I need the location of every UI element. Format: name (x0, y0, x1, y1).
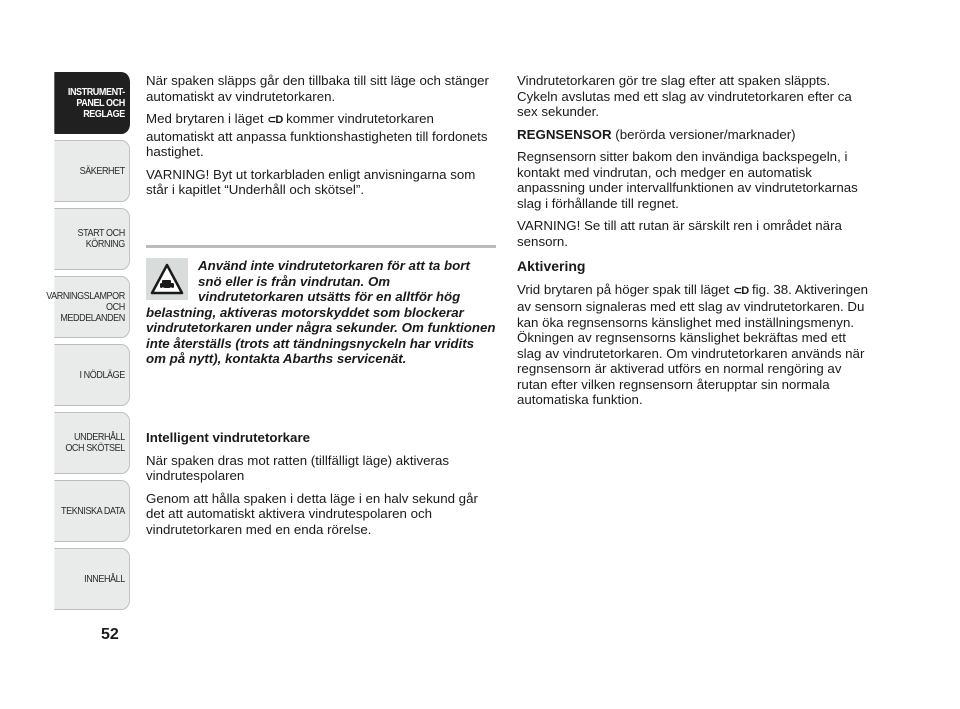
paragraph: Med brytaren i läget ⊂D kommer vindrutetorkaren automatiskt att anpassa funktionshastigheten till fordonets hastighet. (146, 111, 488, 159)
paragraph: REGNSENSOR (berörda versioner/marknader) (517, 126, 796, 142)
warning-divider (146, 245, 496, 248)
paragraph: Vindrutetorkaren gör tre slag efter att spaken släppts. Cykeln avslutas med ett slag av vindrutetorkaren efter ca sex sekunder. (517, 73, 852, 119)
warning-triangle-icon (146, 258, 188, 300)
tab-innehall[interactable]: INNEHÅLL (54, 548, 130, 610)
tab-varningslampor[interactable]: VARNINGSLAMPOR OCH MEDDELANDEN (54, 276, 130, 338)
intermittent-wiper-symbol: ⊂D (733, 284, 749, 297)
intermittent-wiper-symbol: ⊂D (267, 114, 283, 126)
tab-i-nodlage[interactable]: I NÖDLÄGE (54, 344, 130, 406)
tab-underhall[interactable]: UNDERHÅLL OCH SKÖTSEL (54, 412, 130, 474)
paragraph: VARNING! Byt ut torkarbladen enligt anvisningarna som står i kapitlet “Underhåll och skötsel”. (146, 166, 476, 197)
paragraph: Regnsensorn sitter bakom den invändiga backspegeln, i kontakt med vindrutan, och medger en automatisk anpassning under intervallfunktionen av vindrutetorkarnas slag i förhållande till regnet. (517, 149, 858, 211)
activation-heading: Aktivering (517, 258, 586, 274)
tab-instrumentpanel[interactable]: INSTRUMENT- PANEL OCH REGLAGE (54, 72, 130, 134)
rain-sensor-heading: REGNSENSOR (517, 126, 612, 142)
paragraph: När spaken släpps går den tillbaka till sitt läge och stänger automatiskt av vindrutetorkaren. (146, 73, 489, 104)
tab-tekniska-data[interactable]: TEKNISKA DATA (54, 480, 130, 542)
tab-sakerhet[interactable]: SÄKERHET (54, 140, 130, 202)
paragraph: Genom att hålla spaken i detta läge i en halv sekund går det att automatiskt aktivera vindrutespolaren och vindrutetorkaren med en enda rörelse. (146, 490, 478, 537)
paragraph: När spaken dras mot ratten (tillfälligt läge) aktiveras vindrutespolaren (146, 452, 449, 483)
warning-box (146, 258, 496, 367)
left-column-lower (146, 430, 498, 544)
section-heading: Intelligent vindrutetorkare (146, 430, 311, 445)
paragraph: Vrid brytaren på höger spak till läget ⊂D fig. 38. Aktiveringen av sensorn signaleras med ett slag av vindrutetorkaren. Du kan öka regnsensorns känslighet med inställningsmenyn. Ökningen av regnsensorns känslighet bekräftas med ett slag av vindrutetorkaren. Om vindrutetorkaren används när regnsensorn är aktiverad utförs en normal rengöring av rutan efter vilken regnsensorn återupptar sin normala automatiska funktion. (517, 281, 868, 407)
warning-text: Använd inte vindrutetorkaren för att ta bort snö eller is från vindrutan. Om vindrutetorkaren utsätts för en alltför hög belastning, aktiveras motorskyddet som blockerar vindrutetorkaren under några sekunder. Om funktionen inte återställs (trots att tändningsnyckeln har vridits om på nytt), kontakta Abarths servicenät. (146, 258, 496, 366)
tab-start-och-korning[interactable]: START OCH KÖRNING (54, 208, 130, 270)
paragraph: VARNING! Se till att rutan är särskilt ren i området nära sensorn. (517, 218, 842, 249)
left-column (146, 73, 498, 205)
right-column (517, 73, 869, 415)
page-number: 52 (101, 626, 119, 643)
